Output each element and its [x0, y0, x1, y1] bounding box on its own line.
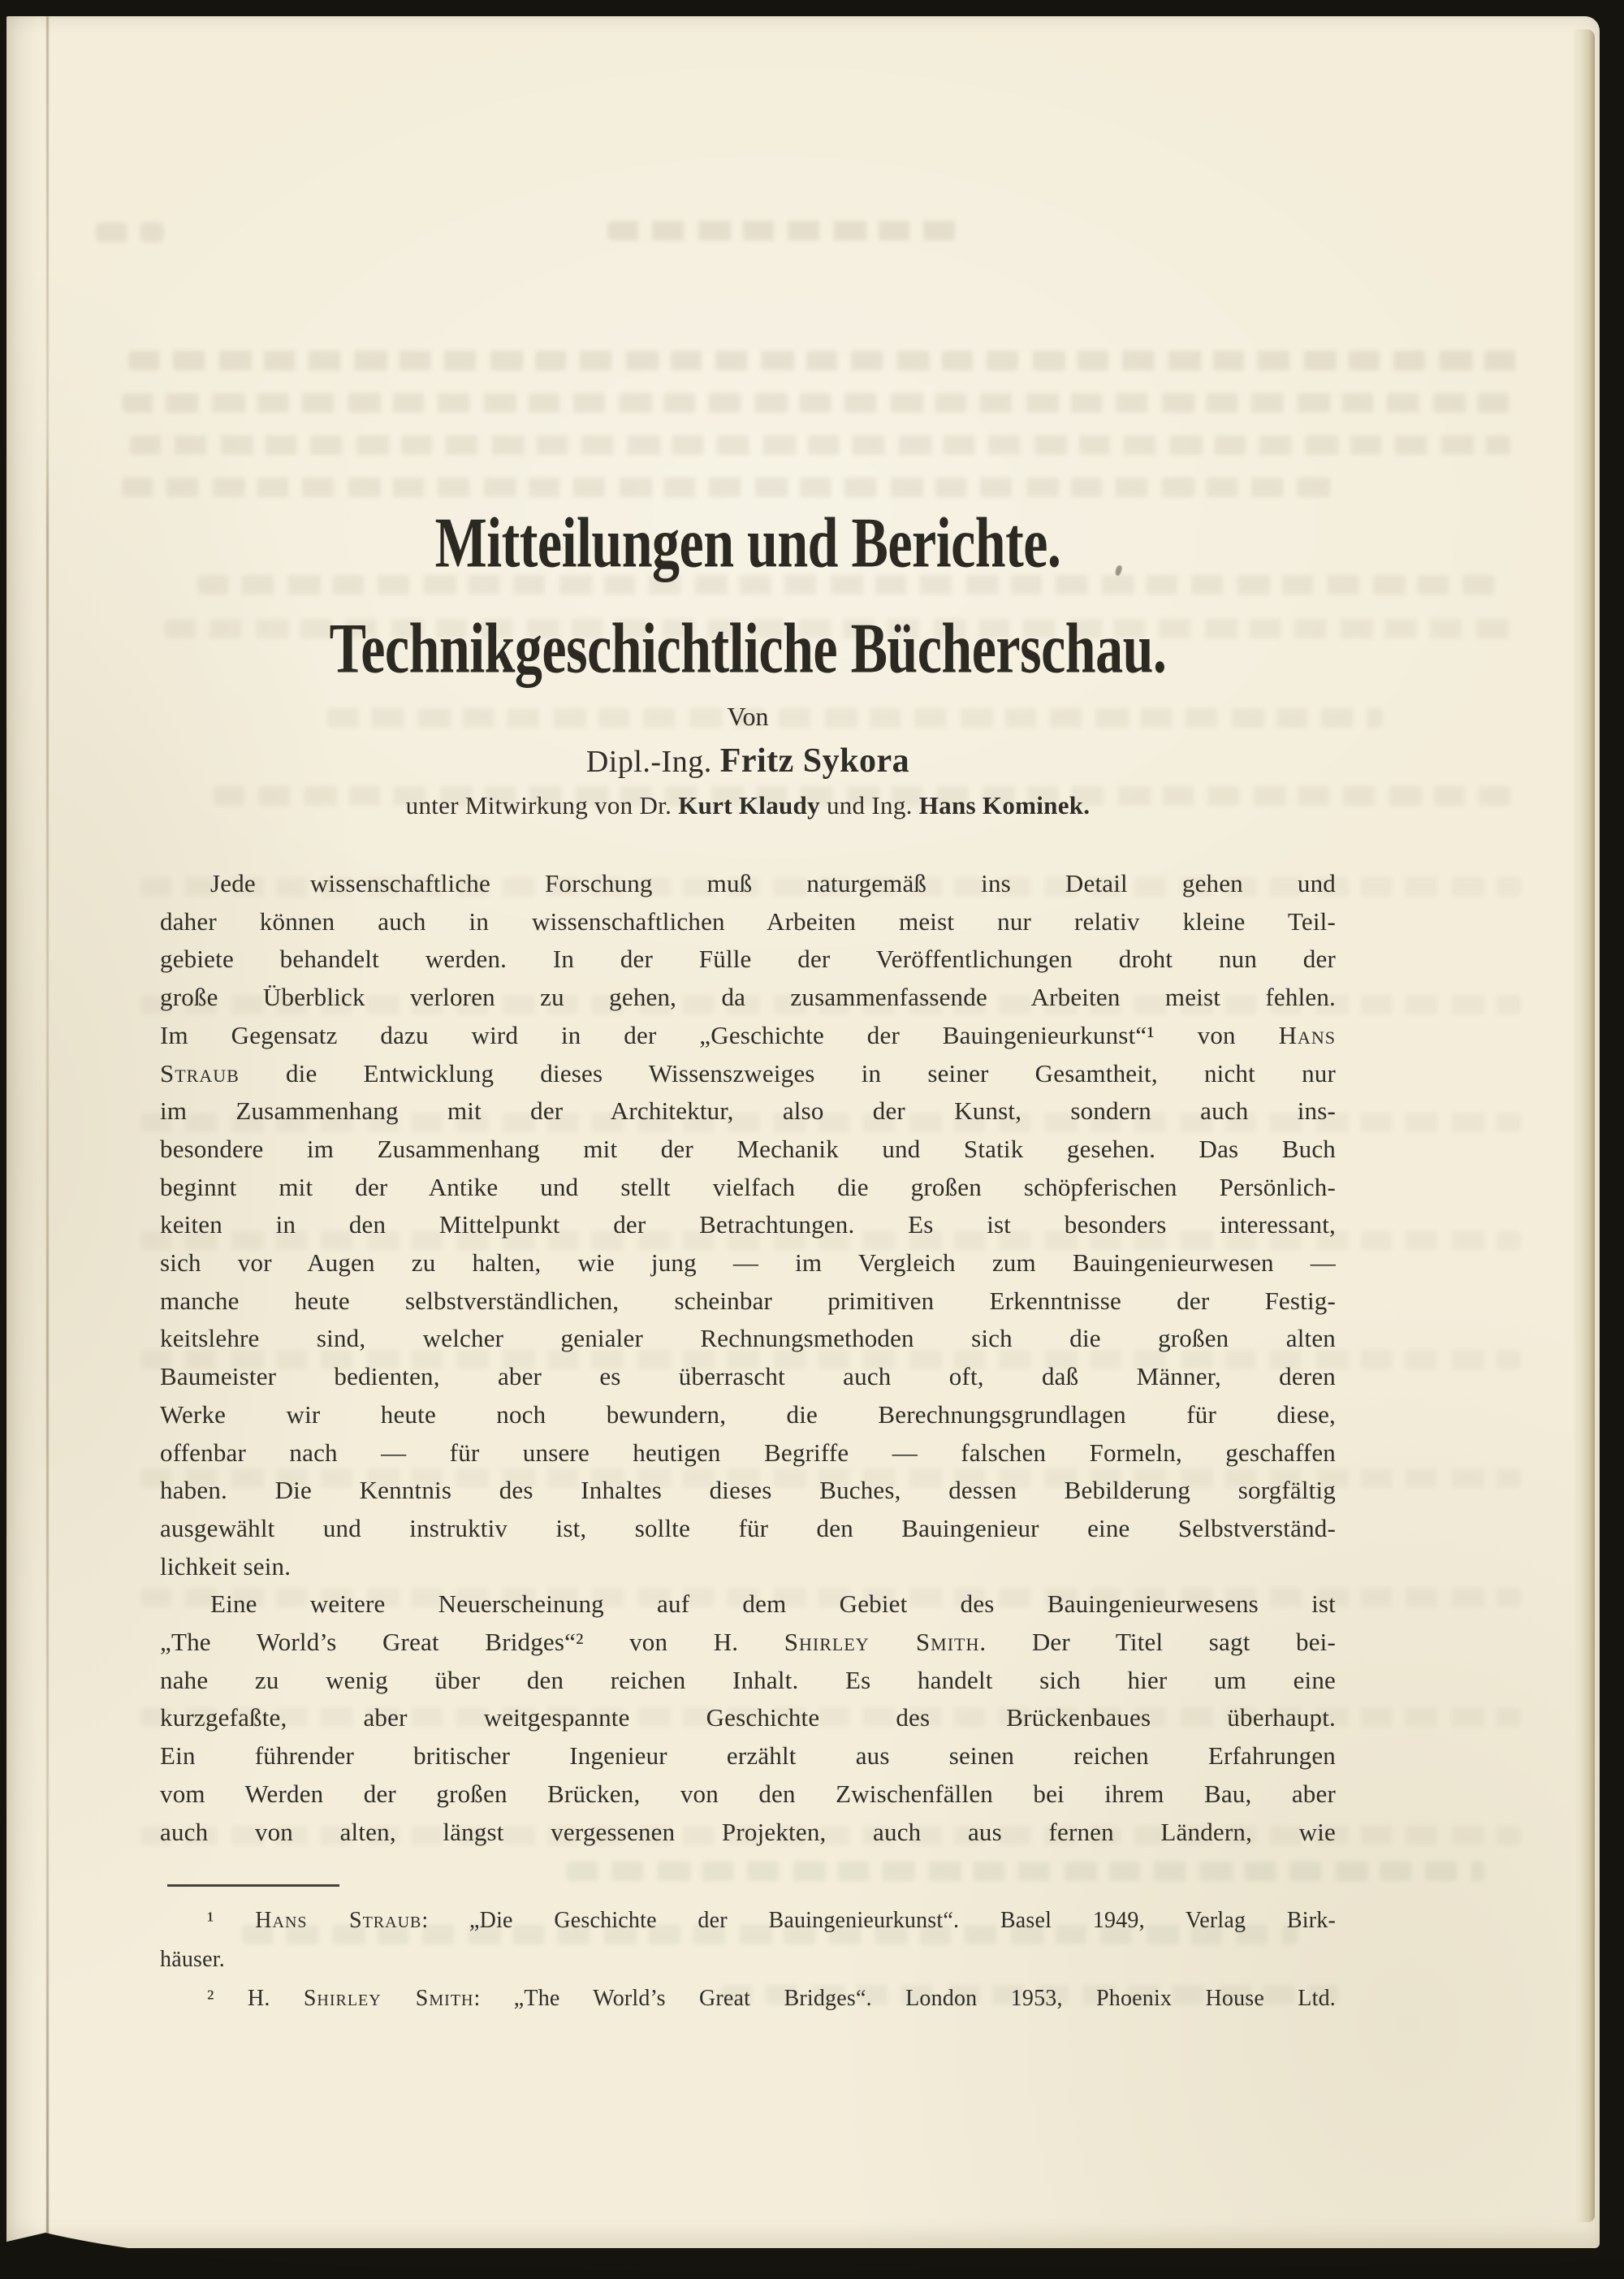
- body-line: [160, 1131, 1336, 1169]
- text-segment: haben. Die Kenntnis des Inhaltes dieses Buches, dessen Bebilderung sorgfältig: [160, 1476, 1336, 1505]
- page-bottom-shadow: [0, 2222, 1624, 2279]
- text-segment: ² H.: [207, 1986, 304, 2011]
- text-segment: beginnt mit der Antike und stellt vielfach die großen schöpferischen Persönlich-: [160, 1172, 1336, 1201]
- text-segment: Baumeister bedienten, aber es überrascht auch oft, daß Männer, deren: [160, 1362, 1336, 1391]
- text-segment: unter Mitwirkung von Dr.: [405, 791, 679, 819]
- body-line: [160, 865, 1336, 903]
- author-line: [160, 743, 1336, 780]
- text-segment: : „The World’s Great Bridges“. London 1953, Phoenix House Ltd.: [473, 1986, 1336, 2011]
- bleed-through-ghost-line: [96, 223, 164, 242]
- text-segment: besondere im Zusammenhang mit der Mechanik und Statik gesehen. Das Buch: [160, 1134, 1336, 1163]
- page-edge-stack: [1574, 29, 1595, 2222]
- text-segment: keiten in den Mittelpunkt der Betrachtungen. Es ist besonders interessant,: [160, 1210, 1336, 1239]
- body-line: [160, 1510, 1336, 1548]
- text-segment: häuser.: [160, 1947, 225, 1972]
- text-segment: offenbar nach — für unsere heutigen Begriffe — falschen Formeln, geschaffen: [160, 1438, 1336, 1467]
- body-line: [160, 1396, 1336, 1434]
- text-segment: keitslehre sind, welcher genialer Rechnungsmethoden sich die großen alten: [160, 1324, 1336, 1353]
- article-body: [160, 865, 1336, 1851]
- text-segment: : „Die Geschichte der Bauingenieurkunst“. Basel 1949, Verlag Birk-: [421, 1908, 1336, 1933]
- text-segment: kurzgefaßte, aber weitgespannte Geschichte des Brückenbaues überhaupt.: [160, 1703, 1336, 1732]
- body-line: [160, 1206, 1336, 1244]
- body-line: [160, 1244, 1336, 1282]
- text-segment: Werke wir heute noch bewundern, die Berechnungsgrundlagen für diese,: [160, 1399, 1336, 1429]
- text-segment: und Ing.: [819, 791, 919, 819]
- body-line: [160, 1017, 1336, 1055]
- footnote-line: [160, 1979, 1336, 2018]
- small-caps-name: Shirley Smith: [784, 1628, 980, 1657]
- text-segment: die Entwicklung dieses Wissenszweiges in seiner Gesamtheit, nicht nur: [239, 1058, 1336, 1088]
- footnotes: [160, 1901, 1336, 2018]
- body-line: [160, 1472, 1336, 1510]
- small-caps-name: Straub: [160, 1058, 240, 1088]
- text-segment: manche heute selbstverständlichen, scheinbar primitiven Erkenntnisse der Festig-: [160, 1286, 1336, 1315]
- body-line: [160, 1814, 1336, 1852]
- body-line: [160, 1699, 1336, 1737]
- body-line: [160, 1092, 1336, 1131]
- body-line: [160, 1358, 1336, 1396]
- byline-intro: Von: [727, 702, 769, 731]
- text-segment: daher können auch in wissenschaftlichen Arbeiten meist nur relativ kleine Teil-: [160, 906, 1336, 936]
- small-caps-name: Hans: [1278, 1020, 1336, 1049]
- section-heading: Mitteilungen und Berichte.: [434, 502, 1061, 582]
- text-segment: Ein führender britischer Ingenieur erzählt aus seinen reichen Erfahrungen: [160, 1741, 1336, 1771]
- text-segment: auch von alten, längst vergessenen Projekten, auch aus fernen Ländern, wie: [160, 1817, 1336, 1846]
- body-line: [160, 1320, 1336, 1358]
- text-segment: Kurt Klaudy: [678, 791, 820, 819]
- body-line: [160, 1548, 1336, 1586]
- text-segment: ausgewählt und instruktiv ist, sollte für den Bauingenieur eine Selbstverständ-: [160, 1513, 1336, 1542]
- small-caps-name: Hans Straub: [255, 1908, 422, 1933]
- body-line: [160, 1585, 1336, 1624]
- gutter-shadow: [6, 16, 49, 2248]
- text-segment: Jede wissenschaftliche Forschung muß naturgemäß ins Detail gehen und: [210, 869, 1336, 897]
- text-segment: . Der Titel sagt bei-: [979, 1628, 1337, 1657]
- body-line: [160, 1282, 1336, 1321]
- text-segment: „The World’s Great Bridges“² von H.: [160, 1628, 784, 1657]
- small-caps-name: Shirley Smith: [303, 1986, 474, 2011]
- text-segment: Eine weitere Neuerscheinung auf dem Gebiet des Bauingenieurwesens ist: [210, 1589, 1336, 1619]
- book-page: [6, 16, 1600, 2248]
- article-heading: Technikgeschichtliche Bücherschau.: [329, 608, 1167, 688]
- footnote-line: [160, 1940, 1336, 1979]
- body-line: [160, 1434, 1336, 1472]
- text-segment: Dipl.-Ing.: [585, 745, 720, 779]
- footnote-line: [160, 1901, 1336, 1940]
- text-segment: im Zusammenhang mit der Architektur, also der Kunst, sondern auch ins-: [160, 1096, 1336, 1126]
- text-segment: Fritz Sykora: [719, 742, 910, 780]
- text-segment: Hans Kominek.: [918, 791, 1091, 819]
- body-line: [160, 1624, 1336, 1662]
- body-line: [160, 1775, 1336, 1814]
- body-line: [160, 1055, 1336, 1093]
- body-line: [160, 903, 1336, 941]
- text-segment: gebiete behandelt werden. In der Fülle der Veröffentlichungen droht nun der: [160, 945, 1336, 974]
- text-column: [160, 16, 1336, 2248]
- binding-crease: [46, 16, 49, 2248]
- collaboration-line: [160, 792, 1336, 819]
- text-segment: vom Werden der großen Brücken, von den Zwischenfällen bei ihrem Bau, aber: [160, 1779, 1336, 1808]
- text-segment: ¹: [207, 1908, 256, 1933]
- body-line: [160, 941, 1336, 979]
- body-line: [160, 1662, 1336, 1700]
- text-segment: lichkeit sein.: [160, 1551, 292, 1581]
- footnote-separator-rule: [167, 1884, 339, 1887]
- text-segment: sich vor Augen zu halten, wie jung — im Vergleich zum Bauingenieurwesen —: [160, 1248, 1336, 1278]
- text-segment: Im Gegensatz dazu wird in der „Geschichte der Bauingenieurkunst“¹ von: [160, 1020, 1279, 1049]
- text-segment: große Überblick verloren zu gehen, da zusammenfassende Arbeiten meist fehlen.: [160, 983, 1336, 1012]
- text-segment: nahe zu wenig über den reichen Inhalt. Es handelt sich hier um eine: [160, 1665, 1336, 1694]
- body-line: [160, 1737, 1336, 1775]
- body-line: [160, 1169, 1336, 1207]
- body-line: [160, 979, 1336, 1017]
